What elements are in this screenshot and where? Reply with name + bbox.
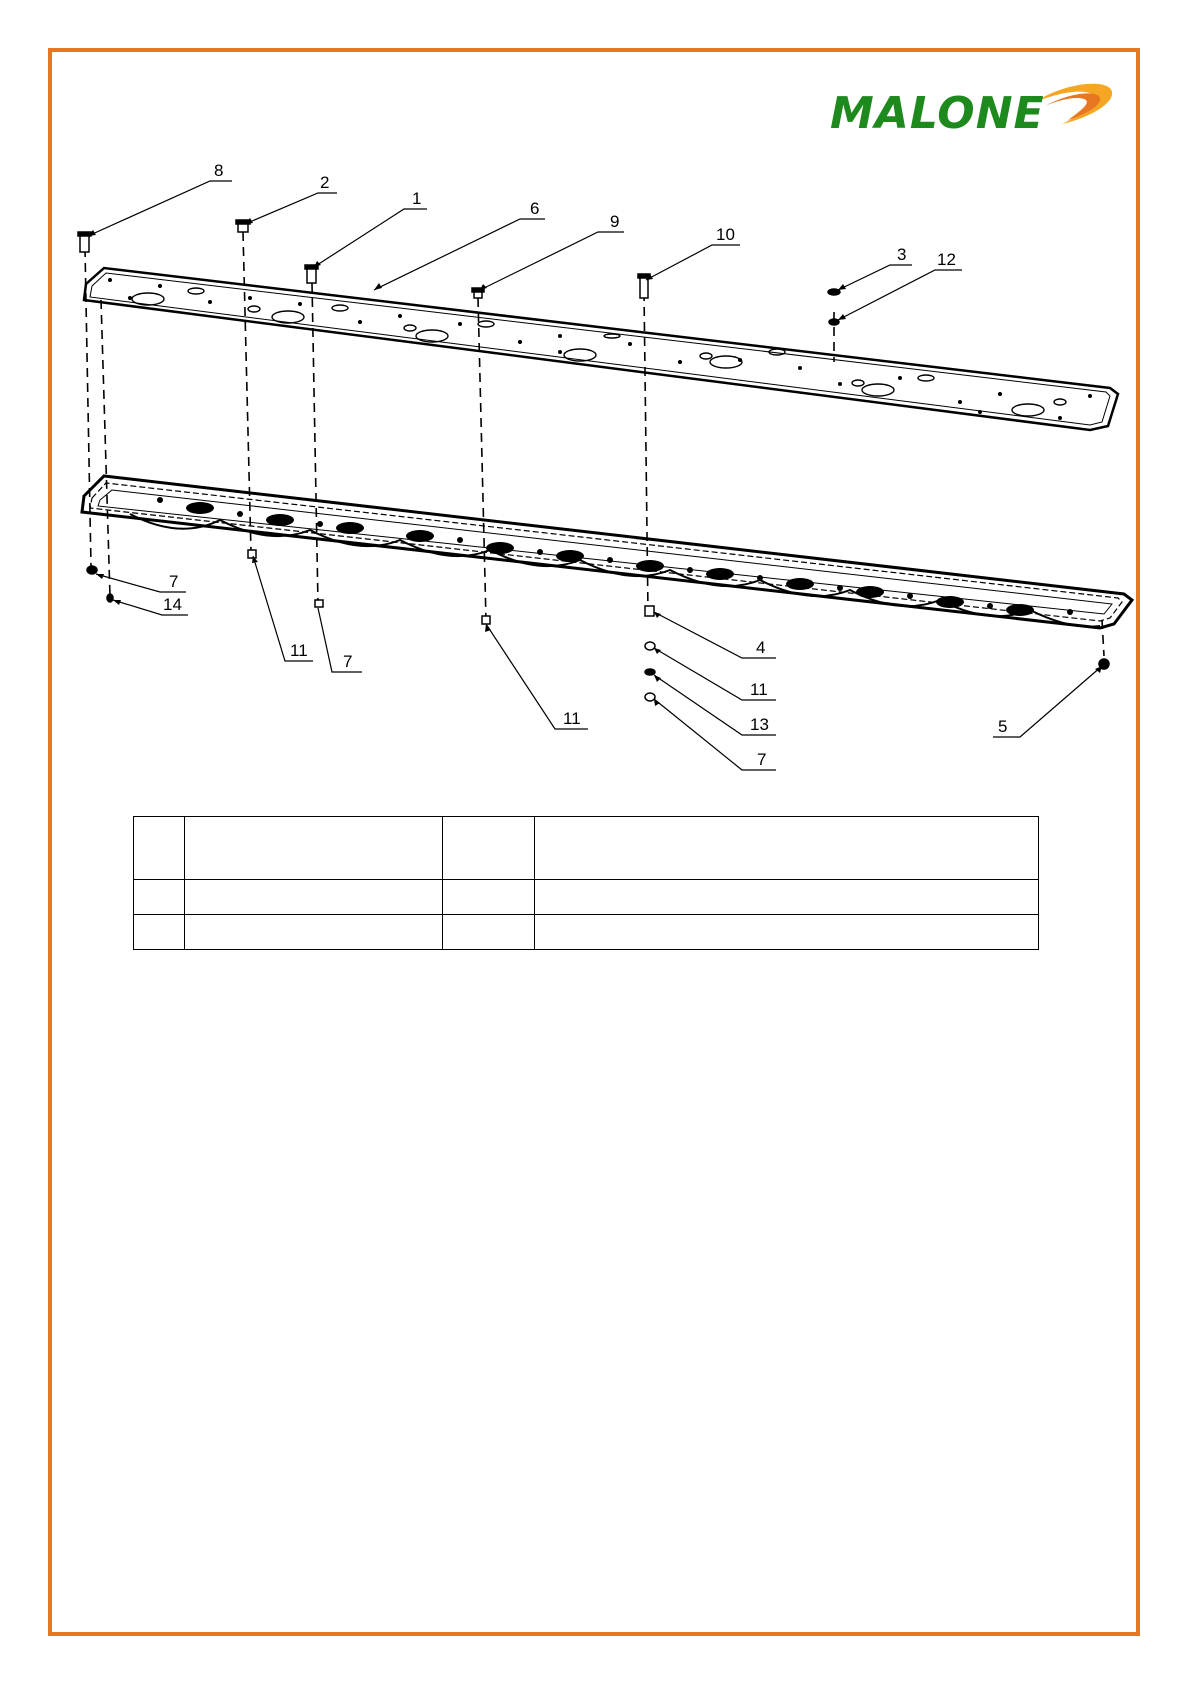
callout-2: 2 [320,173,330,192]
callout-6: 6 [530,199,540,218]
callout-5: 5 [998,717,1008,736]
callout-3: 3 [897,245,907,264]
washer-14-icon [107,594,113,602]
washer-11-icon [645,642,655,650]
table-cell [134,880,185,915]
table-cell [184,915,442,950]
callout-7: 7 [169,572,179,591]
nut-7-icon [87,566,97,574]
table-cell [134,817,185,880]
callout-8: 8 [214,161,224,180]
table-header-row [134,817,1039,880]
callout-9: 9 [610,212,620,231]
table-row [134,880,1039,915]
table-cell [184,817,442,880]
upper-gasket-plate [84,268,1118,430]
lower-cover-gasket [82,476,1132,628]
table-cell [134,915,185,950]
nut-7-icon [645,693,655,701]
callout-10: 10 [716,225,735,244]
logo-wordmark: MALONE [830,88,1045,139]
table-cell [184,880,442,915]
table-cell [442,915,534,950]
table-cell [534,915,1038,950]
callout-14: 14 [163,595,182,614]
bolt-1-icon [305,265,318,283]
washer-11-icon [248,550,256,558]
callout-1: 1 [412,189,422,208]
nut-7-icon [315,600,323,607]
leader-arrowheads [88,218,1102,706]
exploded-parts-diagram [0,0,1190,800]
seal-12-icon [829,319,839,325]
table-cell [442,880,534,915]
assembly-lines [85,232,1104,656]
o-ring-13-icon [645,669,655,675]
callout-11: 11 [750,680,768,699]
callout-12: 12 [937,250,956,269]
table-cell [442,817,534,880]
callout-4: 4 [756,638,766,657]
leader-lines [88,181,1102,770]
table-cell [534,817,1038,880]
callout-labels [163,161,1007,769]
callout-7: 7 [343,652,353,671]
callout-7: 7 [757,750,767,769]
callout-11: 11 [563,709,581,728]
washer-11-icon [482,616,490,624]
callout-13: 13 [750,715,769,734]
fasteners [78,220,1109,701]
table-cell [534,880,1038,915]
callout-11: 11 [290,641,308,660]
spacer-4-icon [645,606,654,616]
table-row [134,915,1039,950]
parts-table [133,816,1039,950]
